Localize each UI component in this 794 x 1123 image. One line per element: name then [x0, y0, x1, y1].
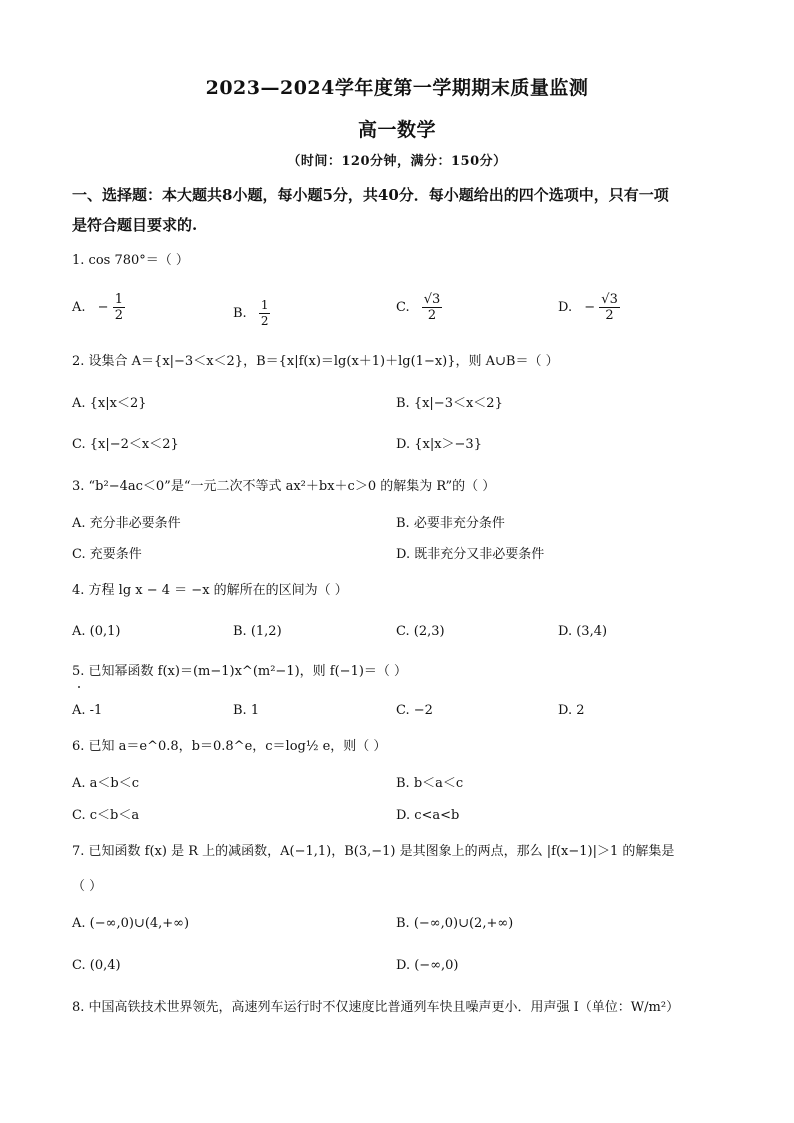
q1-option-a-fraction — [113, 292, 125, 323]
q1-option-d-label: D. — [558, 300, 573, 315]
q2-option-c[interactable]: C. {x|−2＜x＜2} — [72, 437, 179, 452]
q1-option-d-sign: − — [584, 300, 596, 315]
q2-option-d[interactable]: D. {x|x＞−3} — [396, 437, 482, 452]
q7-option-a[interactable]: A. (−∞,0)∪(4,+∞) — [72, 916, 190, 931]
q2-option-a[interactable]: A. {x|x＜2} — [72, 396, 147, 411]
q5-option-a[interactable]: A. -1 — [72, 703, 103, 718]
question-6-stem: 6. 已知 a＝e^0.8，b＝0.8^e，c＝log½ e，则（ ） — [72, 739, 387, 754]
question-1-stem: 1. cos 780°＝（ ） — [72, 253, 189, 268]
q1-option-a-label: A. — [72, 300, 86, 315]
q1-d-numerator: √3 — [601, 292, 618, 307]
q2-option-b[interactable]: B. {x|−3＜x＜2} — [396, 396, 503, 411]
q1-c-denominator: 2 — [427, 308, 437, 323]
question-4-stem: 4. 方程 lg x − 4 ＝ −x 的解所在的区间为（ ） — [72, 583, 348, 598]
question-7-stem-line2: （ ） — [72, 879, 103, 894]
q4-option-d[interactable]: D. (3,4) — [558, 624, 608, 639]
q1-option-b-label: B. — [233, 306, 247, 321]
q5-option-b[interactable]: B. 1 — [233, 703, 260, 718]
q3-option-b[interactable]: B. 必要非充分条件 — [396, 516, 505, 531]
q1-a-denominator: 2 — [114, 308, 123, 323]
q3-option-a[interactable]: A. 充分非必要条件 — [72, 516, 181, 531]
q1-option-b-fraction — [259, 298, 271, 329]
section-heading-line2: 是符合题目要求的. — [72, 216, 198, 234]
q3-option-c[interactable]: C. 充要条件 — [72, 547, 142, 562]
q1-a-numerator: 1 — [114, 292, 123, 307]
q7-option-b[interactable]: B. (−∞,0)∪(2,+∞) — [396, 916, 514, 931]
q1-option-a-sign: − — [97, 300, 109, 315]
q3-option-d[interactable]: D. 既非充分又非必要条件 — [396, 547, 545, 562]
exam-info: （时间：120分钟，满分：150分） — [287, 154, 507, 169]
q1-option-c[interactable] — [396, 292, 442, 323]
question-5-stem: 5. 已知幂函数 f(x)＝(m−1)x^(m²−1)，则 f(−1)＝（ ） — [72, 664, 408, 679]
q4-option-a[interactable]: A. (0,1) — [72, 624, 121, 639]
exam-title: 2023—2024学年度第一学期期末质量监测 — [205, 77, 589, 99]
q1-option-c-fraction — [422, 292, 443, 323]
q6-option-a[interactable]: A. a＜b＜c — [72, 776, 140, 791]
q1-b-denominator: 2 — [260, 314, 269, 328]
q6-option-b[interactable]: B. b＜a＜c — [396, 776, 464, 791]
q5-option-c[interactable]: C. −2 — [396, 703, 433, 718]
q1-d-denominator: 2 — [605, 308, 614, 323]
question-2-stem: 2. 设集合 A＝{x|−3＜x＜2}，B＝{x|f(x)＝lg(x＋1)＋lg(1−x)}，则 A∪B＝（ ） — [72, 354, 559, 369]
q1-option-d-fraction — [599, 292, 620, 323]
stray-dot — [78, 686, 80, 688]
q4-option-c[interactable]: C. (2,3) — [396, 624, 445, 639]
q1-option-d[interactable] — [558, 292, 620, 323]
q7-option-c[interactable]: C. (0,4) — [72, 958, 121, 973]
exam-subject: 高一数学 — [357, 119, 436, 141]
q1-c-numerator: √3 — [423, 292, 441, 307]
question-7-stem-line1: 7. 已知函数 f(x) 是 R 上的减函数，A(−1,1)，B(3,−1) 是其图象上的两点，那么 |f(x−1)|＞1 的解集是 — [72, 844, 675, 859]
q1-b-numerator: 1 — [260, 298, 269, 312]
q4-option-b[interactable]: B. (1,2) — [233, 624, 282, 639]
q6-option-c[interactable]: C. c＜b＜a — [72, 808, 140, 823]
q6-option-d[interactable]: D. c<a<b — [396, 808, 460, 823]
question-8-stem: 8. 中国高铁技术世界领先，高速列车运行时不仅速度比普通列车快且噪声更小．用声强 I（单位：W/m²） — [72, 1000, 680, 1015]
q5-option-d[interactable]: D. 2 — [558, 703, 585, 718]
q7-option-d[interactable]: D. (−∞,0) — [396, 958, 459, 973]
question-3-stem: 3. “b²−4ac＜0”是“一元二次不等式 ax²＋bx＋c＞0 的解集为 R”的（ ） — [72, 479, 496, 494]
q1-option-a[interactable] — [72, 292, 125, 323]
q1-option-c-label: C. — [396, 300, 410, 315]
section-heading-line1: 一、选择题：本大题共8小题，每小题5分，共40分．每小题给出的四个选项中，只有一项 — [72, 186, 669, 204]
q1-option-b[interactable] — [233, 298, 270, 329]
